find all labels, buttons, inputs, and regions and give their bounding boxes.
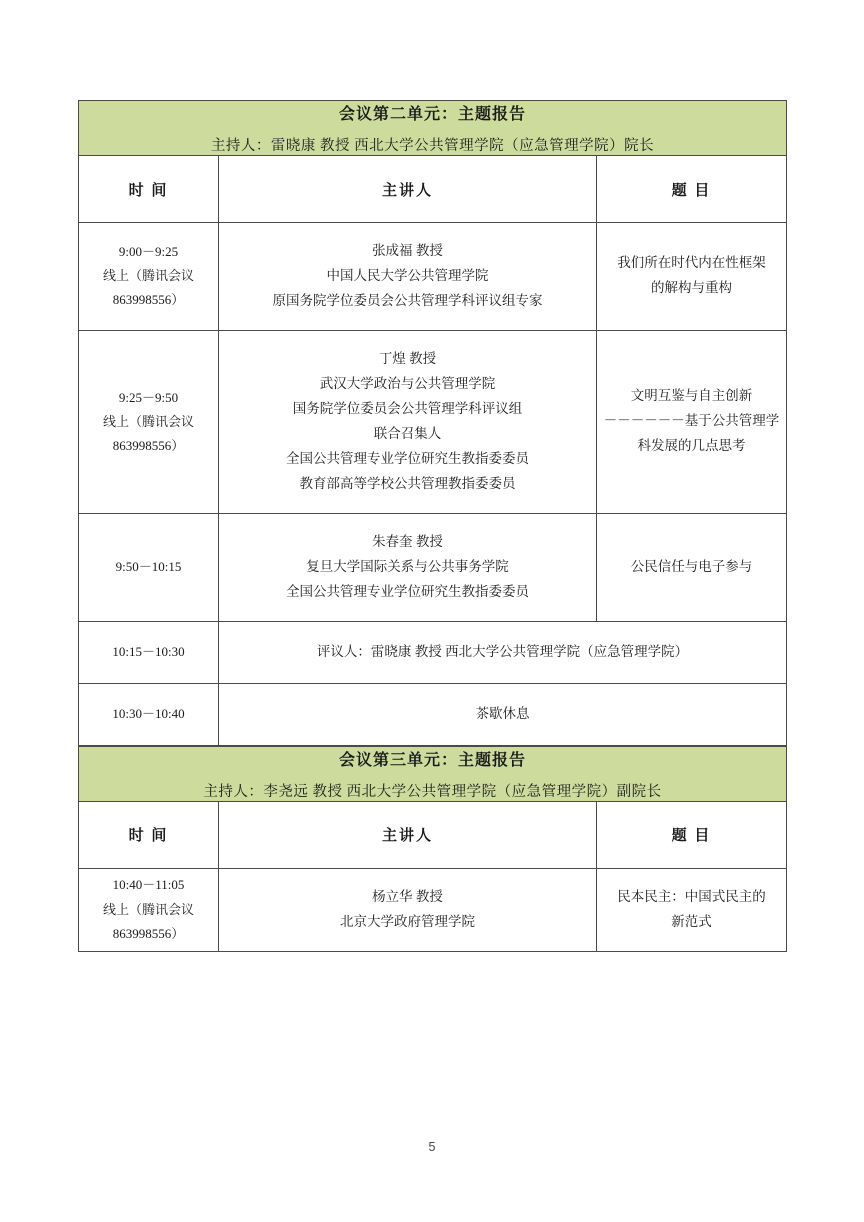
- section-host: 主持人：雷晓康 教授 西北大学公共管理学院（应急管理学院）院长: [210, 138, 655, 154]
- speaker-line: 中国人民大学公共管理学院: [326, 267, 489, 283]
- topic-line: 公民信任与电子参与: [630, 558, 753, 574]
- table-row: [79, 621, 787, 683]
- column-header-speaker: 主讲人: [219, 156, 597, 223]
- topic-line: 民本民主：中国式民主的: [617, 888, 766, 904]
- table-row: [79, 746, 787, 801]
- section-band: [79, 746, 787, 801]
- time-line: 9:25－9:50: [118, 389, 179, 405]
- column-header-topic: 题 目: [597, 156, 787, 223]
- schedule-table-unit-three: [78, 746, 787, 952]
- cell-note: [219, 621, 787, 683]
- cell-speaker: [219, 330, 597, 513]
- table-header-row: [79, 156, 787, 223]
- column-header-time: 时 间: [79, 156, 219, 223]
- table-row: [79, 223, 787, 331]
- cell-topic: [597, 223, 787, 331]
- section-host: 主持人：李尧远 教授 西北大学公共管理学院（应急管理学院）副院长: [203, 783, 662, 800]
- time-line: 10:40－11:05: [112, 877, 185, 893]
- table-row: [79, 513, 787, 621]
- table-row: [79, 101, 787, 156]
- cell-time: [79, 330, 219, 513]
- column-header-speaker: 主讲人: [219, 801, 597, 868]
- cell-speaker: [219, 223, 597, 331]
- column-header-topic: 题 目: [597, 801, 787, 868]
- time-line: 863998556）: [112, 437, 185, 453]
- note-line: 评议人：雷晓康 教授 西北大学公共管理学院（应急管理学院）: [316, 643, 689, 659]
- page-number: 5: [428, 1140, 436, 1154]
- speaker-line: 朱春奎 教授: [372, 533, 443, 549]
- speaker-line: 北京大学政府管理学院: [340, 913, 475, 929]
- time-line: 10:30－10:40: [112, 706, 185, 722]
- cell-speaker: [219, 868, 597, 951]
- section-title: 会议第二单元：主题报告: [339, 106, 527, 123]
- speaker-line: 联合召集人: [373, 425, 442, 441]
- schedule-table-unit-two: [78, 100, 787, 746]
- cell-time: [79, 513, 219, 621]
- table-row: [79, 683, 787, 745]
- speaker-line: 张成福 教授: [372, 243, 443, 258]
- speaker-line: 武汉大学政治与公共管理学院: [319, 375, 496, 391]
- cell-time: [79, 621, 219, 683]
- section-band: [79, 101, 787, 156]
- time-line: 9:50－10:15: [115, 559, 182, 575]
- speaker-line: 丁煌 教授: [378, 350, 437, 366]
- topic-line: 文明互鉴与自主创新: [630, 388, 753, 404]
- cell-time: [79, 223, 219, 331]
- note-line: 茶歇休息: [475, 705, 530, 721]
- speaker-line: 原国务院学位委员会公共管理学科评议组专家: [272, 292, 543, 308]
- cell-topic: [597, 330, 787, 513]
- time-line: 线上（腾讯会议: [102, 901, 194, 917]
- time-line: 线上（腾讯会议: [102, 268, 194, 284]
- cell-topic: [597, 513, 787, 621]
- table-header-row: [79, 801, 787, 868]
- speaker-line: 杨立华 教授: [372, 888, 443, 904]
- time-line: 线上（腾讯会议: [102, 413, 194, 429]
- speaker-line: 国务院学位委员会公共管理学科评议组: [292, 400, 523, 416]
- time-line: 863998556）: [112, 925, 185, 941]
- speaker-line: 全国公共管理专业学位研究生教指委委员: [286, 583, 529, 599]
- section-title: 会议第三单元：主题报告: [339, 751, 527, 769]
- speaker-line: 教育部高等学校公共管理教指委委员: [299, 475, 516, 491]
- topic-line: －－－－－－基于公共管理学: [603, 413, 780, 429]
- cell-topic: [597, 868, 787, 951]
- topic-line: 的解构与重构: [651, 280, 732, 296]
- cell-time: [79, 868, 219, 951]
- topic-line: 新范式: [671, 913, 712, 929]
- speaker-line: 全国公共管理专业学位研究生教指委委员: [286, 450, 529, 466]
- table-row: [79, 868, 787, 951]
- time-line: 9:00－9:25: [118, 244, 179, 260]
- topic-line: 科发展的几点思考: [637, 438, 746, 454]
- topic-line: 我们所在时代内在性框架: [617, 255, 766, 271]
- cell-note: [219, 683, 787, 745]
- column-header-time: 时 间: [79, 801, 219, 868]
- time-line: 863998556）: [112, 292, 185, 308]
- time-line: 10:15－10:30: [112, 644, 185, 660]
- table-row: [79, 330, 787, 513]
- cell-speaker: [219, 513, 597, 621]
- cell-time: [79, 683, 219, 745]
- speaker-line: 复旦大学国际关系与公共事务学院: [306, 558, 509, 574]
